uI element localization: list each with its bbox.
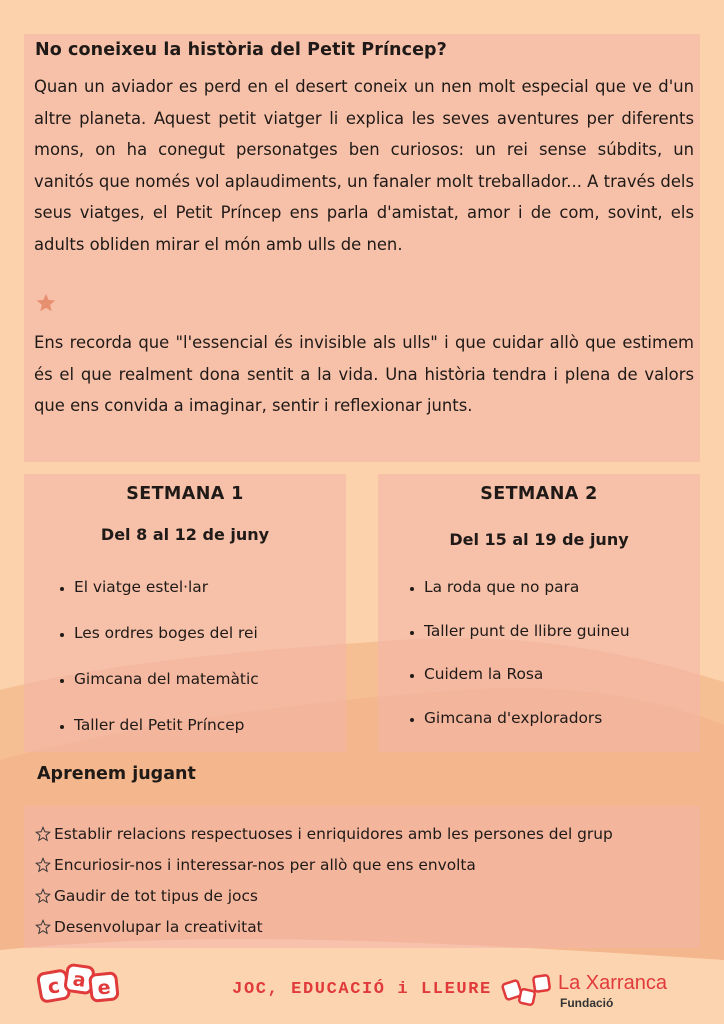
list-item: Les ordres boges del rei: [60, 624, 259, 670]
svg-text:a: a: [71, 968, 88, 992]
intro-paragraph-2: Ens recorda que "l'essencial és invisible als ulls" i que cuidar allò que estimem és el que realment dona sentit a la vida. Una història tendra i plena de valors que ens convida a imaginar, sentir i reflexionar junts.: [34, 333, 694, 415]
intro-title: No coneixeu la història del Petit Príncep?: [35, 40, 447, 60]
week-1-title: SETMANA 1: [126, 484, 244, 504]
learn-panel: [24, 806, 700, 948]
list-item: Taller del Petit Príncep: [60, 716, 259, 762]
svg-text:e: e: [96, 976, 112, 1000]
org-name: La Xarranca: [558, 972, 667, 994]
list-item: El viatge estel·lar: [60, 578, 259, 624]
tagline: JOC, EDUCACIÓ i LLEURE: [232, 980, 492, 999]
list-item: Taller punt de llibre guineu: [410, 622, 630, 666]
list-item: [34, 818, 613, 849]
list-item: Gimcana d'exploradors: [410, 709, 630, 753]
intro-panel: [24, 34, 700, 462]
intro-paragraph-1: Quan un aviador es perd en el desert coneix un nen molt especial que ve d'un altre planeta. Aquest petit viatger li explica les seves aventures per diferents mons, on ha conegut personatges ben curiosos: un rei sense súbdits, un vanitós que només vol aplaudiments, un fanaler molt treballador... A través dels seus viatges, el Petit Príncep ens parla d'amistat, amor i de com, sovint, els adults obliden mirar el món amb ulls de nen.: [34, 77, 694, 254]
week-1-activity-list: [60, 578, 259, 762]
star-outline-icon: [34, 825, 52, 843]
star-outline-icon: [34, 887, 52, 905]
week-1-panel: [24, 474, 346, 752]
learn-item-text: Encuriosir-nos i interessar-nos per allò que ens envolta: [54, 855, 476, 874]
svg-text:c: c: [45, 973, 62, 999]
list-item: Gimcana del matemàtic: [60, 670, 259, 716]
list-item: La roda que no para: [410, 578, 630, 622]
org-subtitle: Fundació: [560, 996, 614, 1010]
list-item: [34, 849, 613, 880]
list-item: [34, 880, 613, 911]
star-icon: [35, 292, 57, 314]
week-2-activity-list: [410, 578, 630, 752]
week-1-dates: Del 8 al 12 de juny: [100, 525, 270, 544]
learn-title: Aprenem jugant: [37, 764, 196, 784]
learn-list: [34, 818, 613, 942]
list-item: [34, 911, 613, 942]
learn-item-text: Gaudir de tot tipus de jocs: [54, 886, 258, 905]
xarranca-squares-icon: [500, 970, 556, 1010]
list-item: Cuidem la Rosa: [410, 665, 630, 709]
learn-item-text: Desenvolupar la creativitat: [54, 917, 263, 936]
week-2-dates: Del 15 al 19 de juny: [449, 530, 629, 549]
xarranca-logo: [500, 970, 700, 1014]
star-outline-icon: [34, 856, 52, 874]
star-outline-icon: [34, 918, 52, 936]
week-2-title: SETMANA 2: [480, 484, 598, 504]
week-2-panel: [378, 474, 700, 752]
learn-item-text: Establir relacions respectuoses i enriquidores amb les persones del grup: [54, 824, 613, 843]
